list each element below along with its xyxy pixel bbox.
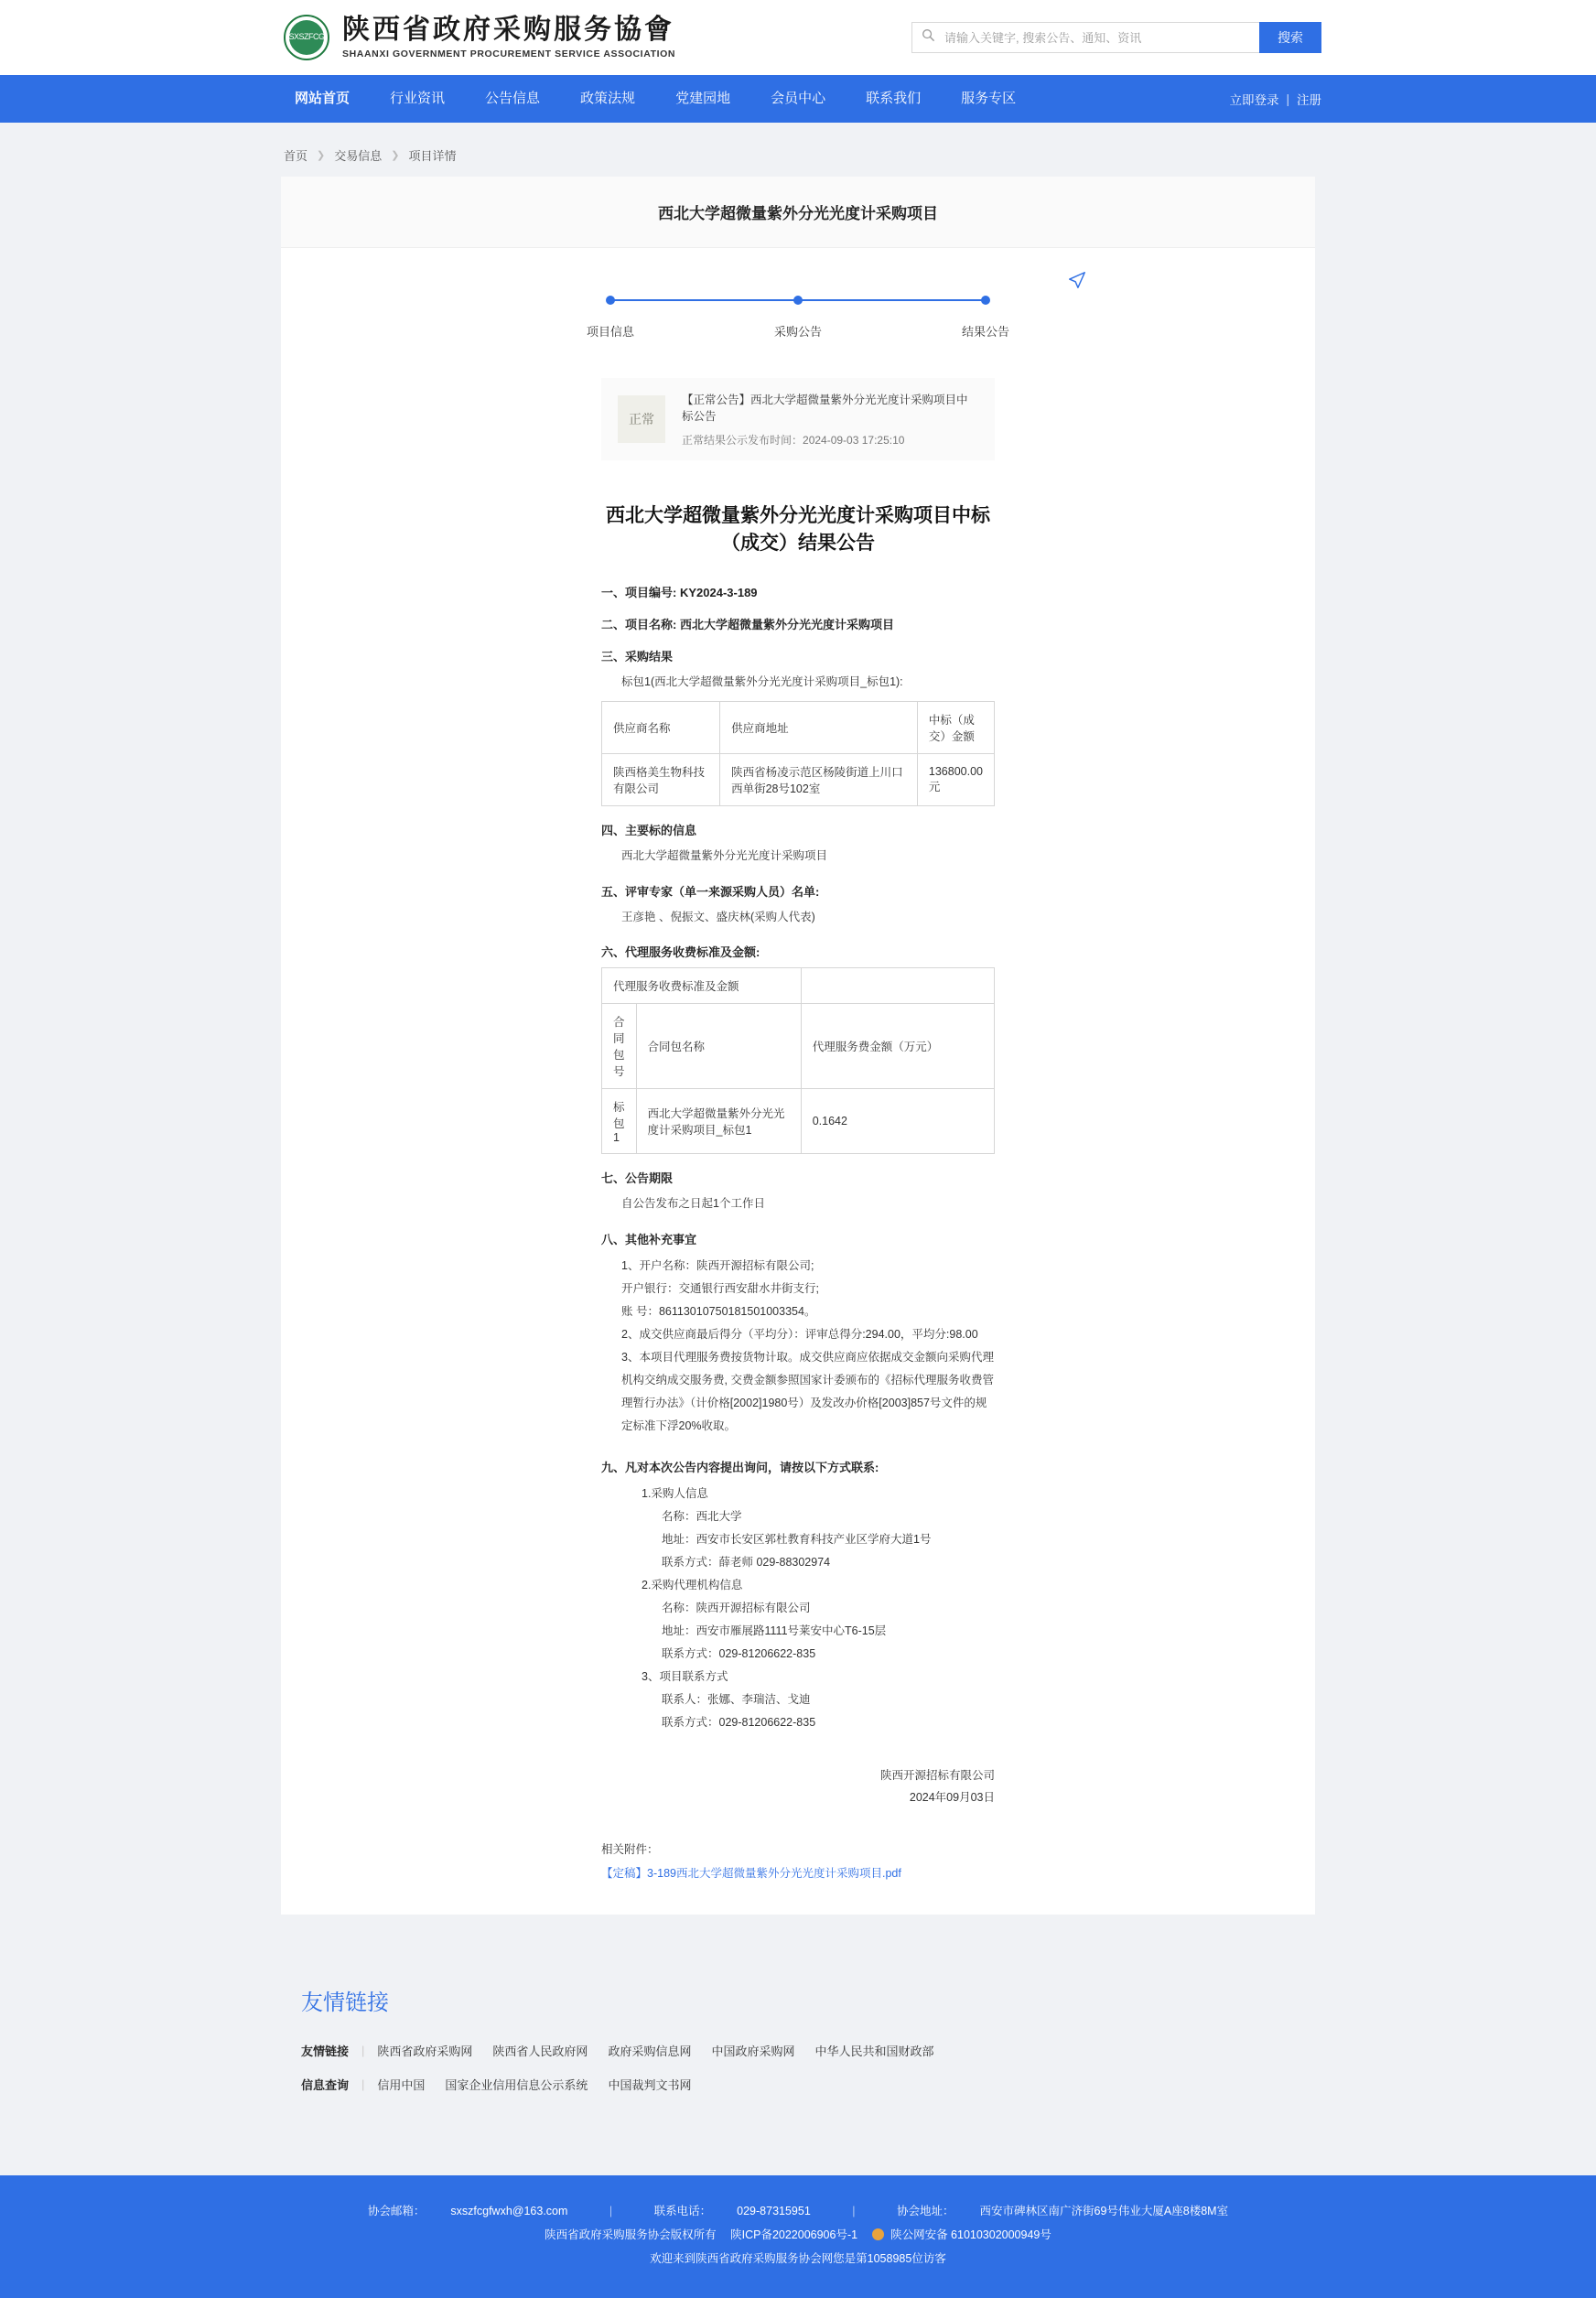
section-project-number-label: 一、项目编号: <box>601 586 676 599</box>
section-period-heading: 七、公告期限 <box>601 1169 995 1186</box>
section-main-subject-value: 西北大学超微量紫外分光光度计采购项目 <box>621 846 995 868</box>
footer-icp[interactable]: 陕ICP备2022006906号-1 <box>730 2228 857 2241</box>
attachment-link[interactable]: 【定稿】3-189西北大学超微量紫外分光光度计采购项目.pdf <box>601 1864 901 1881</box>
search-box[interactable] <box>911 22 1259 53</box>
footer-email-value: sxszfcgfwxh@163.com <box>450 2205 567 2217</box>
site-footer <box>0 2175 1596 2298</box>
section-experts-value: 王彦艳 、倪振文、盛庆林(采购人代表) <box>621 907 995 929</box>
site-header <box>0 0 1596 75</box>
emblem-inner: SXSZFCG <box>289 20 324 55</box>
login-link[interactable]: 立即登录 <box>1229 90 1278 108</box>
police-badge-icon <box>872 2228 884 2240</box>
search-button[interactable]: 搜索 <box>1259 22 1321 53</box>
footer-copyright: 陕西省政府采购服务协会版权所有 <box>545 2228 717 2241</box>
footer-address-label: 协会地址： <box>897 2205 954 2217</box>
status-badge: 正常 <box>618 395 665 443</box>
breadcrumb <box>0 123 1596 177</box>
friendly-links-section <box>281 1951 1315 2152</box>
paper-plane-icon <box>1067 270 1087 295</box>
status-publish-time-label: 正常结果公示发布时间： <box>682 434 803 447</box>
main-nav <box>0 75 1596 123</box>
search-area <box>911 22 1321 53</box>
nav-item-home[interactable]: 网站首页 <box>275 75 370 123</box>
status-announcement-title: 【正常公告】西北大学超微量紫外分光光度计采购项目中标公告 <box>682 391 978 424</box>
section-agency-fee-heading: 六、代理服务收费标准及金额: <box>601 943 995 960</box>
progress-steps <box>281 248 1315 358</box>
contact-group-title: 2.采购代理机构信息 <box>642 1574 995 1597</box>
footer-visit-counter: 欢迎来到陕西省政府采购服务协会网您是第1058985位访客 <box>0 2247 1596 2271</box>
table-row <box>602 1089 995 1154</box>
friendly-link[interactable]: 政府采购信息网 <box>608 2042 691 2059</box>
col-package-no: 合同包号 <box>602 1004 637 1089</box>
nav-item-announcements[interactable]: 公告信息 <box>465 75 560 123</box>
friendly-link[interactable]: 中国政府采购网 <box>711 2042 794 2059</box>
section-contact-body <box>601 1483 995 1734</box>
friendly-links-key: 友情链接 <box>301 2042 349 2059</box>
step-result-announcement[interactable] <box>892 296 1080 340</box>
footer-divider: | <box>609 2205 612 2217</box>
breadcrumb-item-project-detail: 项目详情 <box>408 146 456 164</box>
col-supplier-name: 供应商名称 <box>602 701 720 753</box>
contact-group-title: 3、项目联系方式 <box>642 1666 995 1688</box>
friendly-links-row <box>301 2042 1295 2059</box>
cell-supplier-name: 陕西格美生物科技有限公司 <box>602 753 720 805</box>
section-experts-heading: 五、评审专家（单一来源采购人员）名单: <box>601 882 995 900</box>
cell-award-amount: 136800.00元 <box>917 753 994 805</box>
table-row <box>602 753 995 805</box>
contact-line: 联系方式：029-81206622-835 <box>662 1643 995 1666</box>
cell-merged-empty <box>801 968 994 1004</box>
footer-police-record[interactable]: 陕公网安备 61010302000949号 <box>890 2228 1051 2241</box>
footer-contact-row <box>0 2199 1596 2223</box>
attachment-label: 相关附件： <box>601 1840 995 1857</box>
step-dot-icon <box>606 296 615 305</box>
nav-item-service-zone[interactable]: 服务专区 <box>941 75 1036 123</box>
section-project-number <box>601 583 995 600</box>
brand-name-en: SHAANXI GOVERNMENT PROCUREMENT SERVICE ASSOCIATION <box>342 49 675 59</box>
table-header-row <box>602 701 995 753</box>
section-contact-heading: 九、凡对本次公告内容提出询问，请按以下方式联系: <box>601 1458 995 1475</box>
nav-account-area <box>1229 90 1321 108</box>
contact-line: 联系方式：薛老师 029-88302974 <box>662 1551 995 1574</box>
info-query-key: 信息查询 <box>301 2076 349 2093</box>
info-query-link[interactable]: 信用中国 <box>377 2076 425 2093</box>
section-project-number-value: KY2024-3-189 <box>680 586 758 599</box>
footer-email-label: 协会邮箱： <box>368 2205 426 2217</box>
section-period-value: 自公告发布之日起1个工作日 <box>621 1193 995 1215</box>
section-project-name <box>601 615 995 632</box>
contact-line: 联系方式：029-81206622-835 <box>662 1711 995 1734</box>
breadcrumb-item-home[interactable]: 首页 <box>284 146 307 164</box>
brand-text <box>342 16 675 59</box>
step-purchase-announcement[interactable] <box>705 296 892 340</box>
col-supplier-address: 供应商地址 <box>720 701 918 753</box>
step-project-info[interactable] <box>517 296 705 340</box>
contact-line: 名称：陕西开源招标有限公司 <box>662 1597 995 1620</box>
signature-date: 2024年09月03日 <box>601 1787 995 1809</box>
info-query-link[interactable]: 国家企业信用信息公示系统 <box>445 2076 588 2093</box>
breadcrumb-separator-icon: ❯ <box>391 149 399 161</box>
brand-name-cn: 陕西省政府采购服务協會 <box>342 16 675 44</box>
register-link[interactable]: 注册 <box>1297 90 1321 108</box>
association-emblem-icon <box>284 15 329 60</box>
result-table <box>601 701 995 806</box>
contact-group-title: 1.采购人信息 <box>642 1483 995 1505</box>
cell-package-no: 标包1 <box>602 1089 637 1154</box>
step-line-1 <box>610 299 798 301</box>
friendly-links-title: 友情链接 <box>301 1984 1295 2016</box>
cell-package-name: 西北大学超微量紫外分光光度计采购项目_标包1 <box>636 1089 801 1154</box>
nav-item-party-building[interactable]: 党建园地 <box>655 75 750 123</box>
step-line-2 <box>798 299 986 301</box>
footer-phone-value: 029-87315951 <box>737 2205 811 2217</box>
info-query-link[interactable]: 中国裁判文书网 <box>608 2076 691 2093</box>
search-icon <box>922 28 935 47</box>
section-result-heading: 三、采购结果 <box>601 647 995 664</box>
section-result-subtitle: 标包1(西北大学超微量紫外分光光度计采购项目_标包1): <box>621 672 995 694</box>
status-banner <box>601 378 995 460</box>
page-title: 西北大学超微量紫外分光光度计采购项目 <box>281 177 1315 248</box>
supplement-line: 开户银行：交通银行西安甜水井街支行; <box>621 1278 995 1300</box>
nav-item-member-center[interactable]: 会员中心 <box>750 75 846 123</box>
cell-merged-header: 代理服务收费标准及金额 <box>602 968 802 1004</box>
footer-address-value: 西安市碑林区南广济街69号伟业大厦A座8楼8M室 <box>980 2205 1229 2217</box>
step-dot-icon <box>981 296 990 305</box>
footer-phone-label: 联系电话： <box>654 2205 712 2217</box>
friendly-link[interactable]: 中华人民共和国财政部 <box>814 2042 933 2059</box>
footer-divider: | <box>852 2205 855 2217</box>
nav-divider: | <box>1286 92 1289 106</box>
signature-company: 陕西开源招标有限公司 <box>601 1765 995 1787</box>
step-label: 项目信息 <box>587 322 634 340</box>
supplement-line: 账 号：86113010750181501003354。 <box>621 1300 995 1323</box>
section-project-name-label: 二、项目名称: <box>601 618 676 631</box>
status-text-group <box>682 391 978 448</box>
section-main-subject-heading: 四、主要标的信息 <box>601 821 995 838</box>
supplement-line: 3、本项目代理服务费按货物计取。成交供应商应依据成交金额向采购代理机构交纳成交服务费, 交费金额参照国家计委颁布的《招标代理服务收费管理暂行办法》（计价格[2002]1980号）及发改办价格[2003]857号文件的规定标准下浮20%收取。 <box>621 1346 995 1438</box>
contact-line: 地址：西安市长安区郭杜教育科技产业区学府大道1号 <box>662 1528 995 1551</box>
friendly-link[interactable]: 陕西省政府采购网 <box>377 2042 472 2059</box>
info-query-row <box>301 2076 1295 2093</box>
row-divider: | <box>361 2044 364 2057</box>
project-detail-card <box>281 177 1315 1915</box>
row-divider: | <box>361 2077 364 2091</box>
announcement-title: 西北大学超微量紫外分光光度计采购项目中标（成交）结果公告 <box>601 501 995 556</box>
section-supplement-body <box>601 1255 995 1438</box>
col-fee-amount: 代理服务费金额（万元） <box>801 1004 994 1089</box>
status-publish-time <box>682 432 978 448</box>
section-project-name-value: 西北大学超微量紫外分光光度计采购项目 <box>680 618 894 631</box>
step-label: 采购公告 <box>774 322 822 340</box>
footer-email <box>355 2205 581 2217</box>
step-dot-icon <box>793 296 803 305</box>
status-publish-time-value: 2024-09-03 17:25:10 <box>803 434 904 447</box>
footer-phone <box>642 2205 824 2217</box>
contact-line: 联系人：张娜、李瑞洁、戈迪 <box>662 1688 995 1711</box>
steps-inner <box>517 296 1080 340</box>
supplement-line: 2、成交供应商最后得分（平均分）：评审总得分:294.00，平均分:98.00 <box>621 1323 995 1346</box>
table-subheader-row <box>602 1004 995 1089</box>
site-logo[interactable] <box>284 15 675 60</box>
footer-legal-row <box>0 2223 1596 2247</box>
cell-supplier-address: 陕西省杨凌示范区杨陵街道上川口西单街28号102室 <box>720 753 918 805</box>
nav-item-industry-news[interactable]: 行业资讯 <box>370 75 465 123</box>
contact-line: 名称：西北大学 <box>662 1505 995 1528</box>
friendly-link[interactable]: 陕西省人民政府网 <box>492 2042 588 2059</box>
col-award-amount: 中标（成交）金额 <box>917 701 994 753</box>
table-header-row <box>602 968 995 1004</box>
search-input[interactable] <box>943 30 1250 46</box>
nav-item-contact-us[interactable]: 联系我们 <box>846 75 941 123</box>
cell-fee-amount: 0.1642 <box>801 1089 994 1154</box>
footer-address <box>884 2205 1241 2217</box>
nav-item-policies[interactable]: 政策法规 <box>560 75 655 123</box>
step-label: 结果公告 <box>962 322 1009 340</box>
contact-line: 地址：西安市雁展路1111号莱安中心T6-15层 <box>662 1620 995 1643</box>
breadcrumb-item-trade-info[interactable]: 交易信息 <box>334 146 382 164</box>
signature-block <box>601 1765 995 1809</box>
announcement-body <box>281 460 1315 1882</box>
section-supplement-heading: 八、其他补充事宜 <box>601 1230 995 1247</box>
agency-fee-table <box>601 967 995 1154</box>
col-package-name: 合同包名称 <box>636 1004 801 1089</box>
breadcrumb-separator-icon: ❯ <box>317 149 325 161</box>
supplement-line: 1、开户名称：陕西开源招标有限公司; <box>621 1255 995 1278</box>
